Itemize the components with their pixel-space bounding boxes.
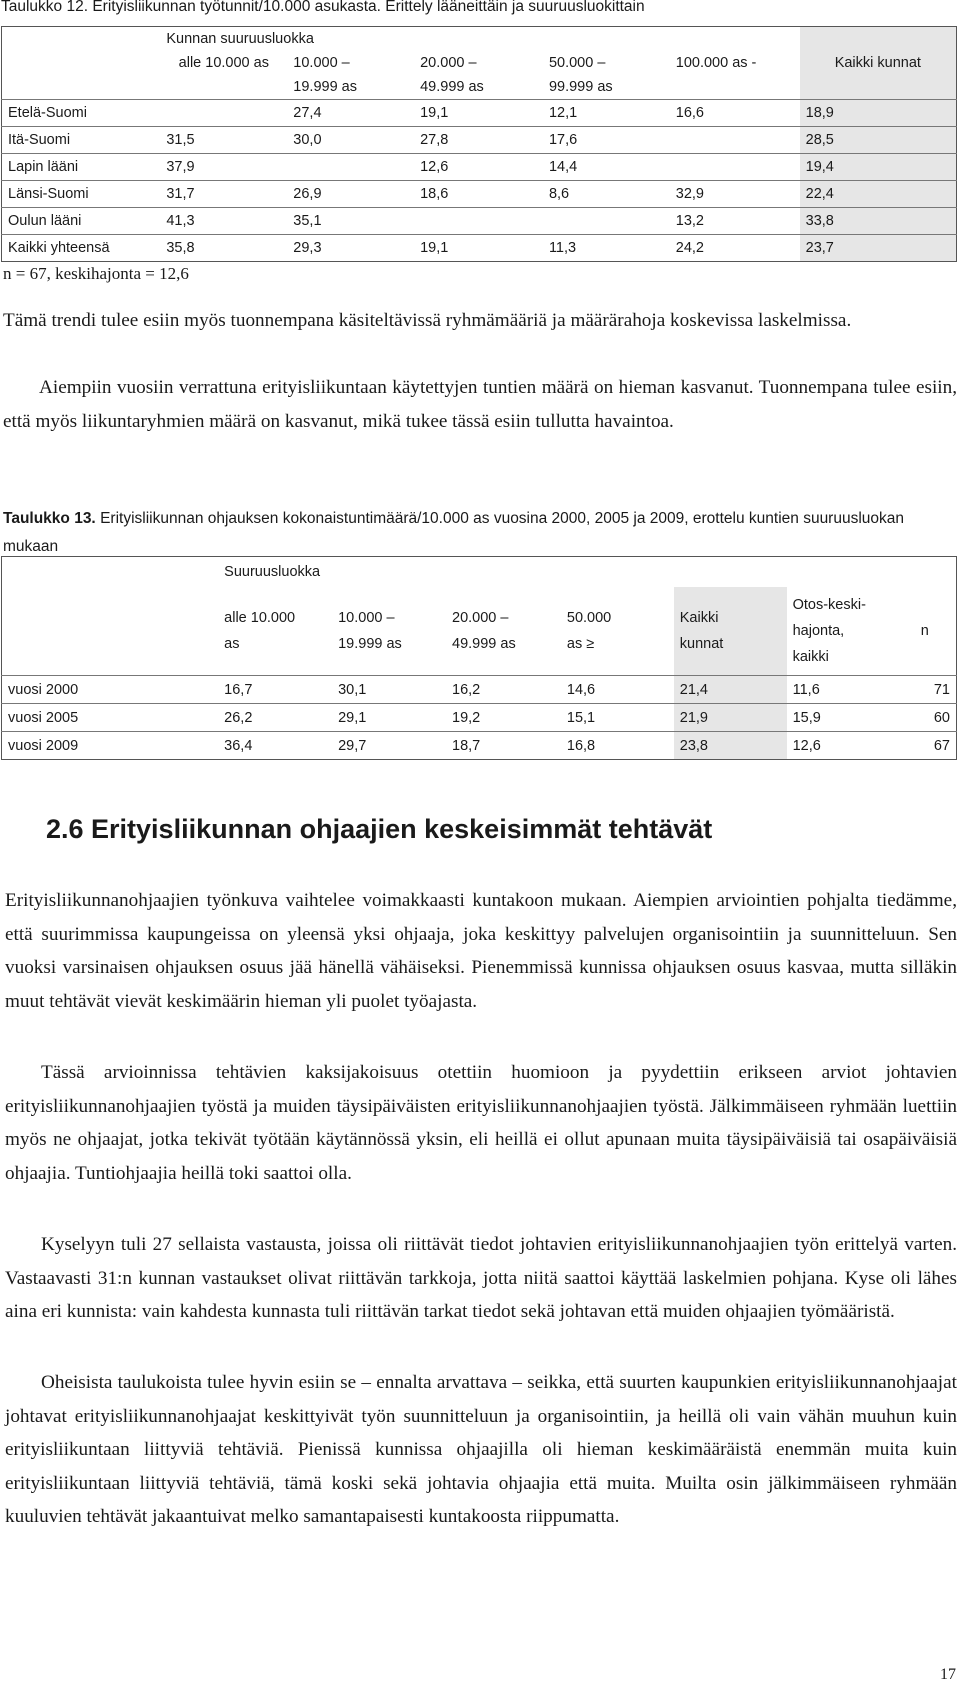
table13-col-header: n — [920, 623, 929, 639]
cell: 16,7 — [218, 676, 332, 704]
section-heading: 2.6 Erityisliikunnan ohjaajien keskeisimmät tehtävät — [46, 814, 713, 844]
paragraph: Aiempiin vuosiin verrattuna erityisliikuntaan käytettyjen tuntien määrä on hieman kasvanut. Tuonnempana tulee esiin, että myös liikuntaryhmien määrä on kasvanut, mikä tukee tässä esiin tullutta havaintoa. — [3, 377, 957, 432]
cell: 17,6 — [543, 127, 670, 154]
table-row — [2, 235, 957, 262]
cell: 24,2 — [670, 235, 800, 262]
cell: 19,1 — [414, 100, 543, 127]
cell — [414, 208, 543, 235]
cell: 14,6 — [561, 676, 674, 704]
table-row — [2, 704, 957, 732]
table12-note: n = 67, keskihajonta = 12,6 — [3, 264, 189, 283]
table12-col-header: alle 10.000 as — [178, 54, 269, 71]
table12-col-header: 49.999 as — [420, 78, 484, 95]
table-row — [2, 208, 957, 235]
cell: 36,4 — [218, 732, 332, 760]
paragraph: Erityisliikunnanohjaajien työnkuva vaihtelee voimakkaasti kuntakoon mukaan. Aiempien arviointien pohjalta tiedämme, että suurimmissa kaupungeissa on yleensä yksi ohjaaja, joka keskittyy palvelujen organisointiin ja suunnitteluun. Sen vuoksi varsinaisen ohjauksen osuus jää hänellä vähäiseksi. Pienemmissä kunnissa ohjauksen osuus kasvaa, mutta silläkin muut tehtävät vievät keskimäärin hieman yli puolet työajasta. — [5, 890, 957, 1012]
row-label: Lapin lääni — [2, 154, 161, 181]
table-row — [2, 100, 957, 127]
cell: 13,2 — [670, 208, 800, 235]
table13-col-header: alle 10.000 as — [224, 610, 296, 652]
cell: 18,6 — [414, 181, 543, 208]
cell: 29,7 — [332, 732, 446, 760]
cell: 16,6 — [670, 100, 800, 127]
table13 — [1, 556, 957, 760]
cell: 12,6 — [414, 154, 543, 181]
table13-col-header: 50.000 as ≥ — [566, 610, 612, 652]
table12-caption: Taulukko 12. Erityisliikunnan työtunnit/10.000 asukasta. Erittely lääneittäin ja suuruusluokittain — [1, 0, 645, 15]
table12-header-group-row — [2, 27, 957, 52]
cell: 35,8 — [160, 235, 287, 262]
cell: 18,7 — [446, 732, 561, 760]
table13-col-header: Otos-keski- hajonta, kaikki — [792, 597, 866, 665]
cell: 30,1 — [332, 676, 446, 704]
cell: 16,8 — [561, 732, 674, 760]
row-label: Etelä-Suomi — [2, 100, 161, 127]
cell — [160, 100, 287, 127]
table13-header-row — [2, 587, 957, 676]
cell: 41,3 — [160, 208, 287, 235]
cell: 12,1 — [543, 100, 670, 127]
cell-total: 19,4 — [800, 154, 957, 181]
table13-caption — [3, 505, 953, 561]
cell — [670, 127, 800, 154]
table-row — [2, 676, 957, 704]
cell-total: 28,5 — [800, 127, 957, 154]
cell — [543, 208, 670, 235]
paragraph: Oheisista taulukoista tulee hyvin esiin se – ennalta arvattava – seikka, että suurten kaupunkien erityisliikunnanohjaajat johtavat erityisliikunnanohjaajat keskittyivät työn suunnitteluun ja organisointiin, ja heillä oli vain vähän muuhun kuin erityisliikuntaan liittyviä tehtäviä. Pienissä kunnissa ohjaajilla oli hieman keskimääräistä enemmän muita kuin erityisliikuntaan liittyviä tehtäviä, tämä koski sekä johtavia ohjaajia että muita. Muilta osin jälkimmäiseen ryhmään kuuluvien tehtävät jakaantuivat melko samantapaisesti kuntakoosta riippumatta. — [5, 1372, 957, 1527]
cell: 60 — [894, 704, 957, 732]
table12-col-header: 10.000 – — [293, 54, 350, 71]
cell: 29,1 — [332, 704, 446, 732]
cell: 8,6 — [543, 181, 670, 208]
table12-col-header: 19.999 as — [293, 78, 357, 95]
table13-col-header: 10.000 – 19.999 as — [338, 610, 402, 652]
cell: 15,1 — [561, 704, 674, 732]
cell-total: 23,8 — [674, 732, 787, 760]
table12 — [1, 26, 957, 262]
row-label: Oulun lääni — [2, 208, 161, 235]
cell: 27,4 — [287, 100, 414, 127]
cell: 31,5 — [160, 127, 287, 154]
table12-total-header: Kaikki kunnat — [800, 27, 957, 100]
table-row — [2, 732, 957, 760]
cell: 35,1 — [287, 208, 414, 235]
cell-total: 23,7 — [800, 235, 957, 262]
cell-total: 21,4 — [674, 676, 787, 704]
table-row — [2, 154, 957, 181]
cell-total: 21,9 — [674, 704, 787, 732]
page-number: 17 — [940, 1666, 956, 1683]
table12-col-header: 20.000 – — [420, 54, 477, 71]
cell — [287, 154, 414, 181]
cell: 71 — [894, 676, 957, 704]
table13-caption-text: Erityisliikunnan ohjauksen kokonaistuntimäärä/10.000 as vuosina 2000, 2005 ja 2009, erottelu kuntien suuruusluokan mukaan — [3, 510, 905, 555]
cell: 11,6 — [787, 676, 894, 704]
table12-group-header: Kunnan suuruusluokka — [166, 31, 314, 47]
row-label: Itä-Suomi — [2, 127, 161, 154]
table12-col-header: 50.000 – — [548, 54, 606, 71]
row-label: Kaikki yhteensä — [2, 235, 161, 262]
cell: 37,9 — [160, 154, 287, 181]
cell: 19,1 — [414, 235, 543, 262]
paragraph: Kyselyyn tuli 27 sellaista vastausta, joissa oli riittävät tiedot johtavien erityisliikunnanohjaajien työn erittelyä varten. Vastaavasti 31:n kunnan vastaukset olivat riittävän tarkkoja, jotta niitä saattoi käyttää laskelmien pohjana. Kyse oli lähes aina eri kunnista: vain kahdesta kunnasta tuli riittävän tarkat tiedot sekä johtavan että muiden ohjaajien työmääristä. — [5, 1234, 957, 1322]
paragraph: Tämä trendi tulee esiin myös tuonnempana käsiteltävissä ryhmämääriä ja määrärahoja koskevissa laskelmissa. — [3, 310, 852, 331]
row-label: vuosi 2000 — [2, 676, 219, 704]
cell: 67 — [894, 732, 957, 760]
table13-header-group-row — [2, 557, 957, 588]
paragraph: Tässä arvioinnissa tehtävien kaksijakoisuus otettiin huomioon ja pyydettiin erikseen arviot johtavien erityisliikunnanohjaajien työstä ja muiden täysipäiväisten erityisliikunnanohjaajien työstä. Jälkimmäiseen ryhmään luettiin myös ne ohjaajat, jotka tekivät työtään käytännössä yksin, eli heillä ei ollut apunaan muita täysipäiväisiä tai osapäiväisiä ohjaajia. Tuntiohjaajia heillä toki saattoi olla. — [5, 1062, 957, 1184]
row-label: Länsi-Suomi — [2, 181, 161, 208]
cell: 29,3 — [287, 235, 414, 262]
cell: 12,6 — [787, 732, 894, 760]
table12-col-header: 100.000 as - — [675, 54, 757, 71]
cell: 19,2 — [446, 704, 561, 732]
cell: 26,2 — [218, 704, 332, 732]
cell: 15,9 — [787, 704, 894, 732]
cell-total: 22,4 — [800, 181, 957, 208]
row-label: vuosi 2009 — [2, 732, 219, 760]
table-row — [2, 181, 957, 208]
row-label: vuosi 2005 — [2, 704, 219, 732]
cell: 30,0 — [287, 127, 414, 154]
table-row — [2, 127, 957, 154]
cell: 16,2 — [446, 676, 561, 704]
cell: 32,9 — [670, 181, 800, 208]
table13-group-header: Suuruusluokka — [224, 564, 321, 580]
table13-caption-number: Taulukko 13. — [3, 510, 96, 527]
table12-col-header: 99.999 as — [548, 78, 613, 95]
cell: 14,4 — [543, 154, 670, 181]
cell-total: 18,9 — [800, 100, 957, 127]
cell: 26,9 — [287, 181, 414, 208]
table13-col-header: Kaikki kunnat — [674, 587, 787, 676]
cell: 27,8 — [414, 127, 543, 154]
cell-total: 33,8 — [800, 208, 957, 235]
cell: 31,7 — [160, 181, 287, 208]
cell: 11,3 — [543, 235, 670, 262]
cell — [670, 154, 800, 181]
table13-col-header: 20.000 – 49.999 as — [452, 610, 516, 652]
